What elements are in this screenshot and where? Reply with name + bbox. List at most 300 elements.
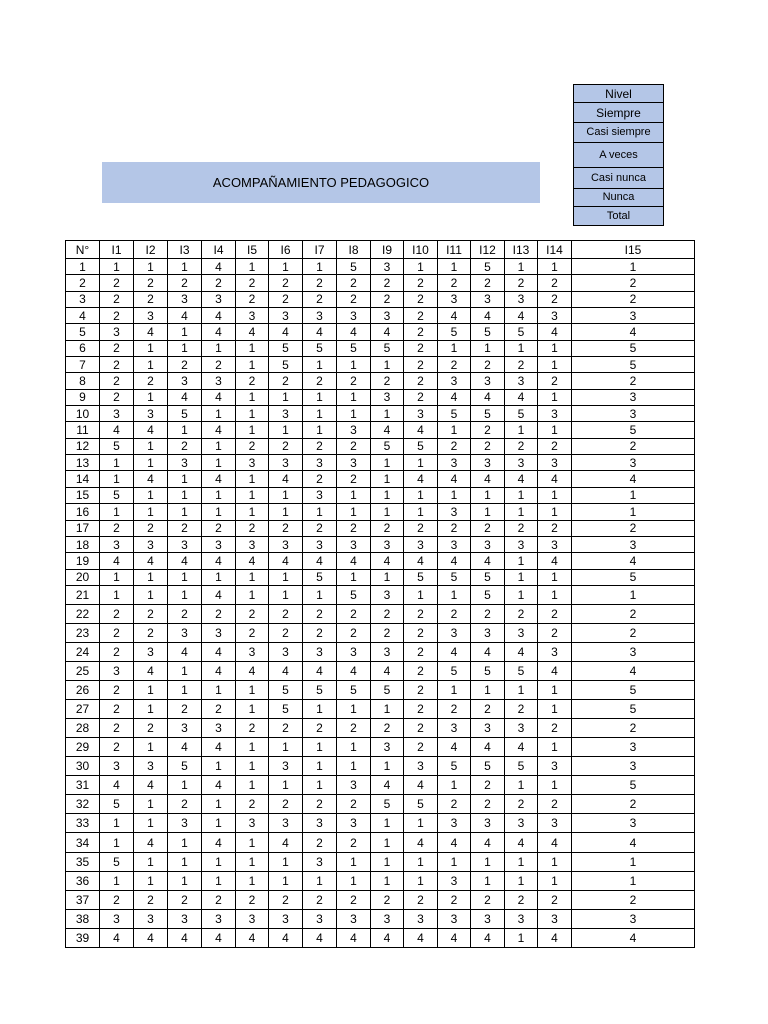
table-cell: 1 <box>505 928 538 947</box>
table-cell: 4 <box>538 324 572 340</box>
table-cell: 1 <box>236 471 269 487</box>
table-cell: 2 <box>471 438 505 454</box>
table-cell: 2 <box>404 275 438 291</box>
table-cell: 2 <box>572 438 695 454</box>
table-cell: 5 <box>505 324 538 340</box>
table-cell: 1 <box>538 871 572 890</box>
table-cell: 2 <box>538 604 572 623</box>
table-cell: 3 <box>202 373 236 389</box>
table-cell: 4 <box>168 553 202 569</box>
table-cell: 2 <box>404 604 438 623</box>
table-cell: 2 <box>337 438 371 454</box>
table-cell: 3 <box>505 814 538 833</box>
table-cell: 1 <box>202 569 236 585</box>
table-cell: 5 <box>572 700 695 719</box>
table-cell: 2 <box>134 604 168 623</box>
table-cell: 1 <box>269 738 303 757</box>
table-cell: 2 <box>269 291 303 307</box>
table-cell: 2 <box>168 604 202 623</box>
row-number-cell: 35 <box>66 852 100 871</box>
table-cell: 3 <box>236 814 269 833</box>
table-cell: 3 <box>572 406 695 422</box>
table-cell: 2 <box>134 291 168 307</box>
table-cell: 1 <box>471 681 505 700</box>
table-row <box>66 357 695 373</box>
legend-cell: Nivel <box>574 85 664 103</box>
table-cell: 2 <box>236 623 269 642</box>
table-cell: 4 <box>371 662 404 681</box>
table-cell: 3 <box>269 455 303 471</box>
table-cell: 5 <box>404 569 438 585</box>
table-cell: 4 <box>404 471 438 487</box>
table-cell: 1 <box>100 259 134 275</box>
table-cell: 4 <box>168 928 202 947</box>
table-cell: 1 <box>269 852 303 871</box>
table-cell: 2 <box>371 275 404 291</box>
table-cell: 1 <box>303 389 337 405</box>
legend-row <box>574 189 664 207</box>
table-cell: 1 <box>337 406 371 422</box>
table-cell: 3 <box>168 291 202 307</box>
row-number-cell: 27 <box>66 700 100 719</box>
column-header: N° <box>66 241 100 259</box>
table-cell: 1 <box>269 871 303 890</box>
table-cell: 4 <box>572 324 695 340</box>
table-row <box>66 553 695 569</box>
table-cell: 1 <box>236 422 269 438</box>
table-cell: 2 <box>134 719 168 738</box>
table-cell: 2 <box>337 833 371 852</box>
table-cell: 2 <box>572 373 695 389</box>
row-number-cell: 3 <box>66 291 100 307</box>
table-cell: 3 <box>168 814 202 833</box>
page-title: ACOMPAÑAMIENTO PEDAGOGICO <box>212 175 430 190</box>
table-cell: 3 <box>168 373 202 389</box>
table-cell: 4 <box>269 553 303 569</box>
row-number-cell: 10 <box>66 406 100 422</box>
table-cell: 1 <box>438 585 471 604</box>
table-cell: 5 <box>371 681 404 700</box>
table-cell: 2 <box>538 275 572 291</box>
table-row <box>66 623 695 642</box>
table-cell: 2 <box>404 308 438 324</box>
table-cell: 4 <box>404 928 438 947</box>
table-cell: 1 <box>202 795 236 814</box>
table-cell: 1 <box>538 340 572 356</box>
table-cell: 4 <box>538 471 572 487</box>
table-cell: 3 <box>572 389 695 405</box>
table-cell: 1 <box>236 757 269 776</box>
table-cell: 4 <box>202 389 236 405</box>
table-cell: 1 <box>371 833 404 852</box>
table-cell: 2 <box>572 890 695 909</box>
table-cell: 3 <box>269 406 303 422</box>
table-cell: 4 <box>471 833 505 852</box>
table-cell: 1 <box>505 569 538 585</box>
table-cell: 5 <box>471 259 505 275</box>
table-cell: 5 <box>371 795 404 814</box>
table-cell: 1 <box>202 340 236 356</box>
row-number-cell: 34 <box>66 833 100 852</box>
table-cell: 1 <box>371 757 404 776</box>
table-cell: 2 <box>337 291 371 307</box>
table-cell: 2 <box>236 275 269 291</box>
table-cell: 5 <box>371 340 404 356</box>
table-cell: 3 <box>202 536 236 552</box>
table-cell: 4 <box>438 833 471 852</box>
table-cell: 5 <box>572 569 695 585</box>
table-cell: 4 <box>404 553 438 569</box>
table-row <box>66 928 695 947</box>
table-cell: 2 <box>100 340 134 356</box>
table-cell: 1 <box>168 487 202 503</box>
table-cell: 5 <box>269 681 303 700</box>
table-cell: 2 <box>337 604 371 623</box>
table-cell: 2 <box>337 471 371 487</box>
table-cell: 1 <box>505 776 538 795</box>
table-cell: 3 <box>202 291 236 307</box>
table-cell: 3 <box>337 422 371 438</box>
table-cell: 2 <box>202 604 236 623</box>
table-cell: 3 <box>202 623 236 642</box>
table-cell: 4 <box>337 928 371 947</box>
row-number-cell: 16 <box>66 504 100 520</box>
table-cell: 4 <box>404 776 438 795</box>
table-cell: 2 <box>505 795 538 814</box>
table-cell: 2 <box>572 604 695 623</box>
table-cell: 2 <box>236 604 269 623</box>
table-cell: 2 <box>404 373 438 389</box>
table-cell: 1 <box>538 776 572 795</box>
table-cell: 3 <box>538 909 572 928</box>
table-cell: 2 <box>404 340 438 356</box>
row-number-cell: 9 <box>66 389 100 405</box>
table-cell: 1 <box>404 487 438 503</box>
table-cell: 1 <box>202 814 236 833</box>
table-cell: 2 <box>100 291 134 307</box>
table-cell: 3 <box>505 719 538 738</box>
table-header-row <box>66 241 695 259</box>
table-cell: 4 <box>100 928 134 947</box>
table-cell: 1 <box>303 776 337 795</box>
row-number-cell: 6 <box>66 340 100 356</box>
table-cell: 2 <box>337 795 371 814</box>
table-cell: 2 <box>236 795 269 814</box>
table-cell: 3 <box>202 909 236 928</box>
table-row <box>66 389 695 405</box>
table-cell: 2 <box>337 890 371 909</box>
table-cell: 1 <box>572 259 695 275</box>
table-cell: 4 <box>438 471 471 487</box>
table-cell: 1 <box>303 406 337 422</box>
table-cell: 1 <box>505 681 538 700</box>
table-cell: 4 <box>134 471 168 487</box>
table-cell: 1 <box>303 585 337 604</box>
table-cell: 3 <box>134 757 168 776</box>
table-cell: 1 <box>538 357 572 373</box>
table-cell: 1 <box>371 504 404 520</box>
table-cell: 4 <box>269 833 303 852</box>
table-cell: 3 <box>471 373 505 389</box>
table-cell: 5 <box>438 569 471 585</box>
table-cell: 2 <box>100 719 134 738</box>
table-cell: 2 <box>100 373 134 389</box>
table-cell: 2 <box>404 520 438 536</box>
table-cell: 3 <box>438 623 471 642</box>
table-cell: 4 <box>572 928 695 947</box>
table-cell: 4 <box>371 324 404 340</box>
table-cell: 4 <box>134 662 168 681</box>
table-cell: 2 <box>168 795 202 814</box>
table-cell: 4 <box>505 471 538 487</box>
table-cell: 4 <box>337 553 371 569</box>
table-cell: 4 <box>269 324 303 340</box>
table-cell: 3 <box>168 719 202 738</box>
table-cell: 4 <box>572 471 695 487</box>
row-number-cell: 29 <box>66 738 100 757</box>
table-cell: 3 <box>538 536 572 552</box>
table-cell: 3 <box>100 536 134 552</box>
table-cell: 5 <box>572 357 695 373</box>
table-row <box>66 275 695 291</box>
table-cell: 1 <box>168 852 202 871</box>
table-cell: 2 <box>438 275 471 291</box>
table-cell: 1 <box>371 852 404 871</box>
table-cell: 2 <box>269 275 303 291</box>
table-cell: 4 <box>572 833 695 852</box>
table-cell: 2 <box>371 291 404 307</box>
table-cell: 2 <box>371 604 404 623</box>
row-number-cell: 23 <box>66 623 100 642</box>
table-cell: 4 <box>100 422 134 438</box>
table-cell: 2 <box>505 275 538 291</box>
column-header: I3 <box>168 241 202 259</box>
table-cell: 5 <box>303 340 337 356</box>
data-table <box>65 240 695 948</box>
table-cell: 4 <box>572 662 695 681</box>
table-cell: 4 <box>303 928 337 947</box>
table-row <box>66 890 695 909</box>
table-cell: 2 <box>538 623 572 642</box>
table-cell: 2 <box>572 623 695 642</box>
table-cell: 3 <box>438 504 471 520</box>
table-cell: 4 <box>168 738 202 757</box>
table-cell: 2 <box>471 357 505 373</box>
table-cell: 2 <box>303 373 337 389</box>
column-header: I7 <box>303 241 337 259</box>
table-cell: 2 <box>371 520 404 536</box>
table-cell: 2 <box>269 604 303 623</box>
table-cell: 1 <box>202 438 236 454</box>
table-row <box>66 487 695 503</box>
table-cell: 5 <box>404 438 438 454</box>
table-cell: 2 <box>100 275 134 291</box>
table-cell: 1 <box>236 700 269 719</box>
table-cell: 1 <box>100 871 134 890</box>
table-cell: 2 <box>572 291 695 307</box>
table-cell: 4 <box>337 324 371 340</box>
table-cell: 4 <box>371 553 404 569</box>
table-cell: 2 <box>303 833 337 852</box>
table-cell: 1 <box>202 406 236 422</box>
table-cell: 5 <box>505 662 538 681</box>
table-cell: 1 <box>538 585 572 604</box>
table-cell: 1 <box>202 455 236 471</box>
table-cell: 1 <box>134 814 168 833</box>
table-cell: 3 <box>371 308 404 324</box>
table-cell: 2 <box>303 604 337 623</box>
table-cell: 4 <box>438 643 471 662</box>
table-cell: 5 <box>572 340 695 356</box>
table-cell: 5 <box>100 487 134 503</box>
table-cell: 2 <box>572 520 695 536</box>
column-header: I1 <box>100 241 134 259</box>
table-cell: 4 <box>202 324 236 340</box>
table-cell: 4 <box>505 833 538 852</box>
legend-cell: Siempre <box>574 103 664 123</box>
table-cell: 5 <box>168 757 202 776</box>
table-cell: 1 <box>202 681 236 700</box>
table-cell: 1 <box>371 455 404 471</box>
table-cell: 2 <box>100 308 134 324</box>
table-cell: 5 <box>337 681 371 700</box>
table-cell: 5 <box>100 852 134 871</box>
table-cell: 4 <box>404 833 438 852</box>
table-cell: 2 <box>269 719 303 738</box>
table-cell: 1 <box>471 340 505 356</box>
table-cell: 4 <box>168 643 202 662</box>
row-number-cell: 22 <box>66 604 100 623</box>
table-cell: 1 <box>505 340 538 356</box>
table-cell: 1 <box>168 681 202 700</box>
table-cell: 3 <box>236 643 269 662</box>
table-cell: 4 <box>438 738 471 757</box>
table-cell: 1 <box>134 455 168 471</box>
table-cell: 4 <box>100 553 134 569</box>
table-cell: 3 <box>438 871 471 890</box>
table-cell: 1 <box>505 422 538 438</box>
table-cell: 1 <box>337 569 371 585</box>
table-cell: 1 <box>236 738 269 757</box>
column-header: I8 <box>337 241 371 259</box>
table-cell: 5 <box>168 406 202 422</box>
row-number-cell: 2 <box>66 275 100 291</box>
table-cell: 1 <box>505 487 538 503</box>
table-row <box>66 585 695 604</box>
table-cell: 3 <box>337 643 371 662</box>
table-cell: 1 <box>134 585 168 604</box>
table-cell: 3 <box>438 814 471 833</box>
table-cell: 2 <box>303 291 337 307</box>
table-cell: 1 <box>303 357 337 373</box>
table-cell: 1 <box>438 776 471 795</box>
table-cell: 1 <box>269 389 303 405</box>
table-cell: 4 <box>538 662 572 681</box>
table-cell: 2 <box>303 520 337 536</box>
table-cell: 1 <box>371 814 404 833</box>
table-cell: 2 <box>371 719 404 738</box>
table-cell: 2 <box>404 681 438 700</box>
column-header: I10 <box>404 241 438 259</box>
table-cell: 1 <box>134 259 168 275</box>
table-cell: 2 <box>471 890 505 909</box>
row-number-cell: 28 <box>66 719 100 738</box>
table-cell: 1 <box>100 585 134 604</box>
table-cell: 4 <box>236 662 269 681</box>
table-cell: 1 <box>168 504 202 520</box>
table-cell: 1 <box>371 357 404 373</box>
table-cell: 2 <box>269 623 303 642</box>
row-number-cell: 4 <box>66 308 100 324</box>
table-row <box>66 422 695 438</box>
table-cell: 1 <box>168 340 202 356</box>
table-cell: 1 <box>337 852 371 871</box>
table-cell: 1 <box>236 776 269 795</box>
table-cell: 4 <box>202 928 236 947</box>
table-cell: 1 <box>337 871 371 890</box>
table-cell: 5 <box>269 340 303 356</box>
table-cell: 1 <box>505 852 538 871</box>
table-cell: 2 <box>168 275 202 291</box>
table-cell: 2 <box>303 471 337 487</box>
table-cell: 2 <box>134 275 168 291</box>
row-number-cell: 30 <box>66 757 100 776</box>
table-cell: 1 <box>134 681 168 700</box>
legend-cell: Casi nunca <box>574 168 664 189</box>
table-cell: 5 <box>337 340 371 356</box>
row-number-cell: 8 <box>66 373 100 389</box>
table-cell: 2 <box>134 373 168 389</box>
table-cell: 1 <box>134 438 168 454</box>
table-row <box>66 833 695 852</box>
table-cell: 5 <box>303 569 337 585</box>
table-cell: 1 <box>538 389 572 405</box>
table-cell: 1 <box>438 681 471 700</box>
table-cell: 3 <box>538 308 572 324</box>
row-number-cell: 18 <box>66 536 100 552</box>
table-cell: 2 <box>471 604 505 623</box>
table-cell: 3 <box>371 259 404 275</box>
table-cell: 2 <box>134 623 168 642</box>
table-cell: 5 <box>572 776 695 795</box>
table-cell: 1 <box>538 422 572 438</box>
row-number-cell: 25 <box>66 662 100 681</box>
table-cell: 4 <box>505 738 538 757</box>
table-cell: 1 <box>236 833 269 852</box>
table-cell: 1 <box>505 585 538 604</box>
table-row <box>66 814 695 833</box>
table-cell: 3 <box>303 909 337 928</box>
table-cell: 1 <box>134 738 168 757</box>
table-row <box>66 852 695 871</box>
table-cell: 1 <box>538 259 572 275</box>
table-cell: 4 <box>471 928 505 947</box>
table-cell: 1 <box>303 871 337 890</box>
table-cell: 1 <box>269 569 303 585</box>
table-cell: 1 <box>438 340 471 356</box>
table-cell: 1 <box>438 487 471 503</box>
table-cell: 3 <box>572 814 695 833</box>
row-number-cell: 24 <box>66 643 100 662</box>
table-row <box>66 909 695 928</box>
column-header: I15 <box>572 241 695 259</box>
table-cell: 1 <box>269 259 303 275</box>
table-cell: 2 <box>337 623 371 642</box>
table-cell: 2 <box>269 373 303 389</box>
table-cell: 1 <box>202 871 236 890</box>
table-cell: 3 <box>303 455 337 471</box>
table-cell: 2 <box>168 438 202 454</box>
